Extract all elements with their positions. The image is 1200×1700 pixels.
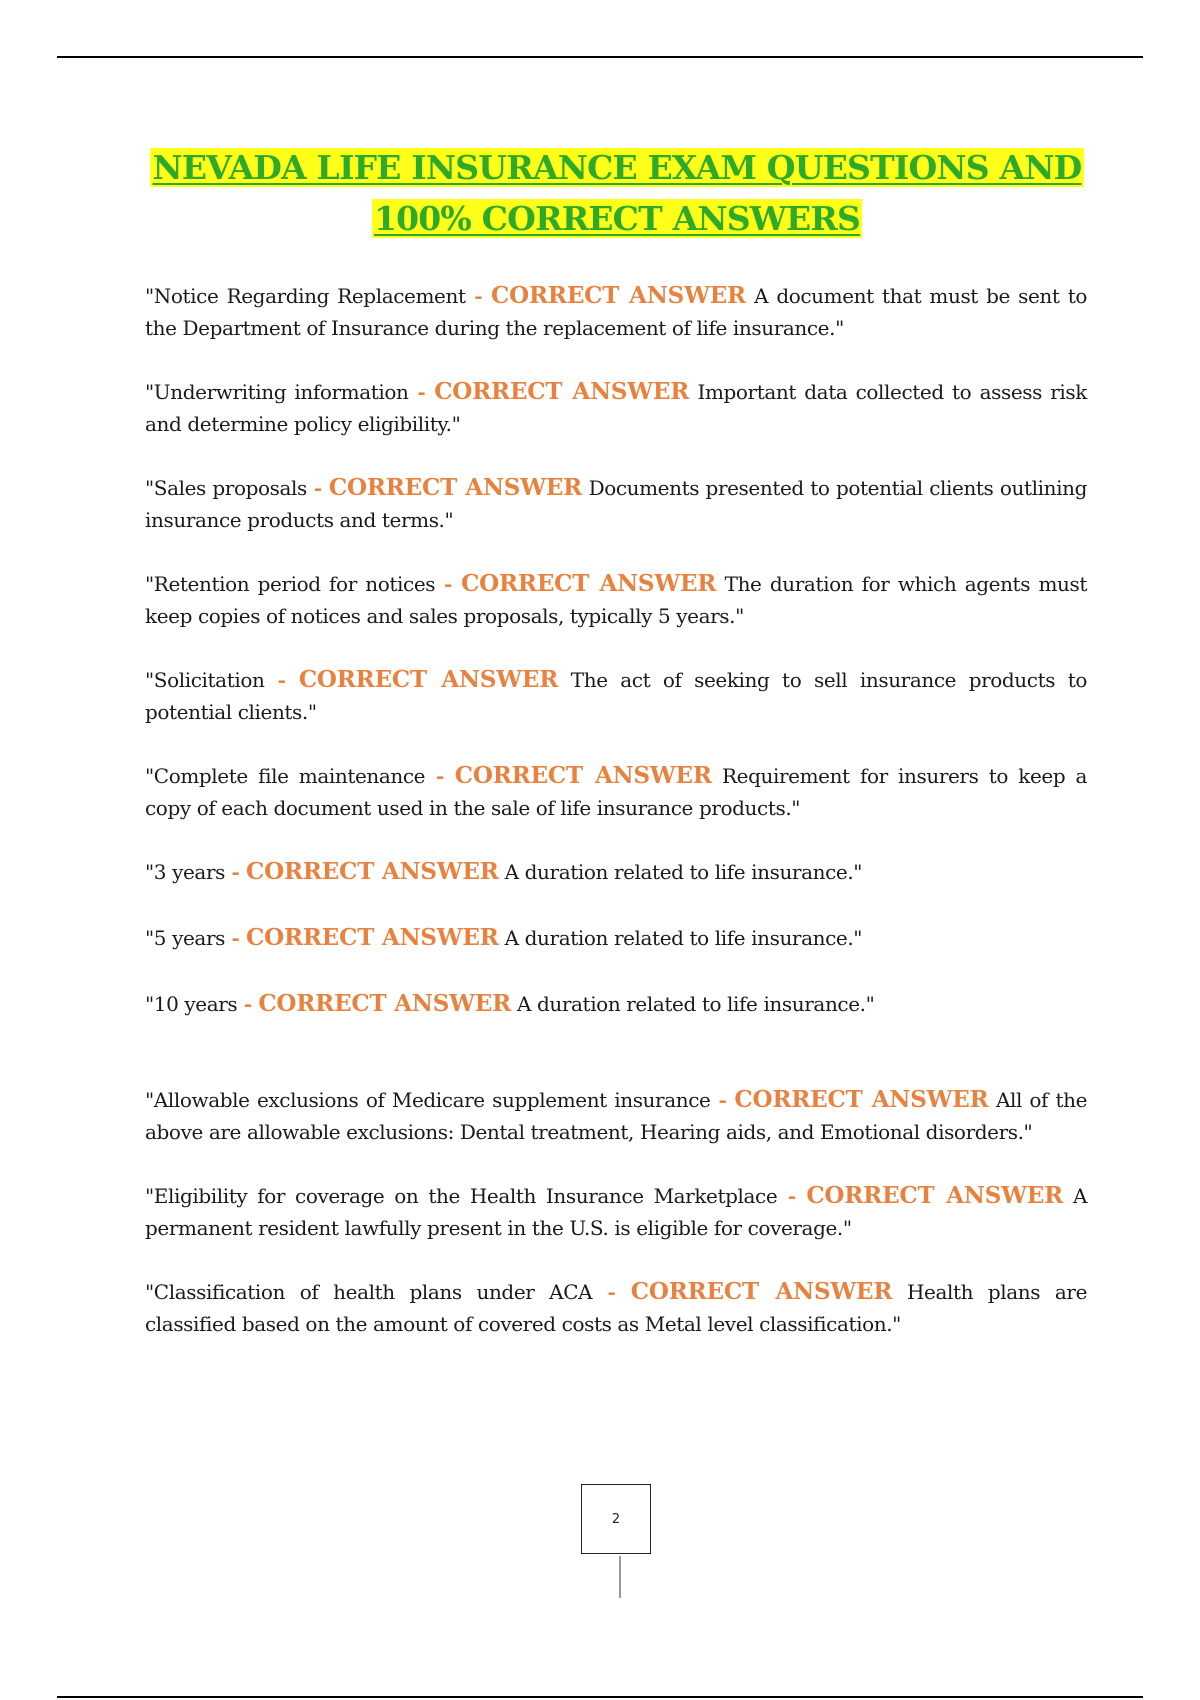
qa-entry — [145, 1084, 1087, 1148]
qa-separator: - — [710, 1088, 735, 1112]
correct-answer-label: CORRECT ANSWER — [434, 378, 690, 405]
page-number-stem — [619, 1556, 621, 1598]
qa-entry — [145, 760, 1087, 824]
qa-term: "Solicitation — [145, 668, 265, 692]
qa-term: "Eligibility for coverage on the Health Insurance Marketplace — [145, 1184, 778, 1208]
qa-term: "5 years — [145, 926, 225, 950]
qa-term: "Underwriting information — [145, 380, 409, 404]
qa-entry — [145, 988, 1087, 1020]
qa-separator: - — [465, 284, 492, 308]
qa-definition: The act of seeking to sell insurance products to potential clients." — [145, 668, 1087, 724]
qa-definition: All of the above are allowable exclusions: Dental treatment, Hearing aids, and Emotional disorders." — [145, 1088, 1088, 1144]
document-title — [145, 142, 1089, 244]
qa-separator: - — [408, 380, 435, 404]
qa-term: "10 years — [145, 992, 238, 1016]
qa-separator: - — [435, 572, 462, 596]
qa-separator: - — [777, 1184, 807, 1208]
qa-term: "Complete file maintenance — [145, 764, 426, 788]
page-number: 2 — [611, 1511, 621, 1527]
qa-separator: - — [237, 992, 259, 1016]
correct-answer-label: CORRECT ANSWER — [298, 666, 559, 693]
qa-separator: - — [224, 926, 246, 950]
qa-term: "Allowable exclusions of Medicare supplement insurance — [145, 1088, 711, 1112]
correct-answer-label: CORRECT ANSWER — [246, 924, 499, 951]
qa-definition: Important data collected to assess risk and determine policy eligibility." — [145, 380, 1087, 436]
qa-entry — [145, 472, 1087, 536]
correct-answer-label: CORRECT ANSWER — [734, 1086, 989, 1113]
qa-definition: A duration related to life insurance." — [504, 926, 863, 950]
qa-separator: - — [306, 476, 329, 500]
qa-definition: A duration related to life insurance." — [516, 992, 875, 1016]
qa-definition: Requirement for insurers to keep a copy of each document used in the sale of life insurance products." — [145, 764, 1087, 820]
page-number-box — [581, 1484, 651, 1554]
qa-entry — [145, 1180, 1087, 1244]
qa-definition: A document that must be sent to the Department of Insurance during the replacement of life insurance." — [145, 284, 1087, 340]
qa-term: "Retention period for notices — [145, 572, 436, 596]
qa-entry — [145, 376, 1087, 440]
qa-definition: A duration related to life insurance." — [504, 860, 863, 884]
qa-separator: - — [592, 1280, 631, 1304]
qa-term: "Classification of health plans under ACA — [145, 1280, 593, 1304]
qa-definition: Health plans are classified based on the amount of covered costs as Metal level classification." — [145, 1280, 1088, 1336]
correct-answer-label: CORRECT ANSWER — [806, 1182, 1063, 1209]
qa-separator: - — [425, 764, 455, 788]
qa-term: "3 years — [145, 860, 225, 884]
qa-definition: Documents presented to potential clients outlining insurance products and terms." — [145, 476, 1087, 532]
qa-separator: - — [224, 860, 246, 884]
qa-entry — [145, 280, 1087, 344]
correct-answer-label: CORRECT ANSWER — [246, 858, 499, 885]
correct-answer-label: CORRECT ANSWER — [630, 1278, 893, 1305]
qa-entry — [145, 856, 1087, 888]
correct-answer-label: CORRECT ANSWER — [454, 762, 712, 789]
qa-list — [145, 280, 1087, 1340]
qa-entry — [145, 922, 1087, 954]
qa-entry — [145, 568, 1087, 632]
correct-answer-label: CORRECT ANSWER — [461, 570, 717, 597]
qa-definition: A permanent resident lawfully present in the U.S. is eligible for coverage." — [145, 1184, 1087, 1240]
title-line-1: NEVADA LIFE INSURANCE EXAM QUESTIONS AND — [152, 148, 1082, 187]
qa-term: "Sales proposals — [145, 476, 307, 500]
correct-answer-label: CORRECT ANSWER — [491, 282, 746, 309]
qa-definition: The duration for which agents must keep copies of notices and sales proposals, typically 5 years." — [145, 572, 1088, 628]
qa-entry — [145, 1276, 1087, 1340]
qa-term: "Notice Regarding Replacement — [145, 284, 466, 308]
correct-answer-label: CORRECT ANSWER — [258, 990, 512, 1017]
qa-entry — [145, 664, 1087, 728]
qa-separator: - — [264, 668, 299, 692]
bottom-rule — [57, 1696, 1143, 1698]
correct-answer-label: CORRECT ANSWER — [328, 474, 583, 501]
title-line-2: 100% CORRECT ANSWERS — [373, 199, 861, 238]
top-rule — [57, 56, 1143, 58]
